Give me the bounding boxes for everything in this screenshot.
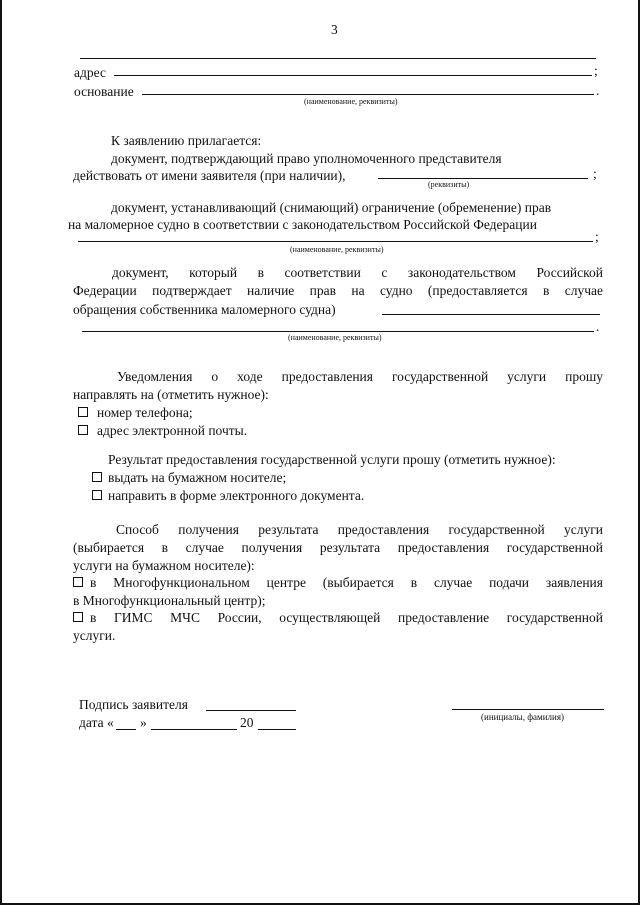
date-day-field[interactable] bbox=[116, 729, 136, 730]
attachment-2-caption: (наименование, реквизиты) bbox=[290, 245, 384, 254]
result-line1: Результат предоставления государственной услуги прошу (отметить нужное): bbox=[108, 452, 556, 467]
attachment-1-caption: (реквизиты) bbox=[428, 180, 470, 189]
attachment-2-end: ; bbox=[595, 229, 599, 244]
attachment-3-field-b[interactable] bbox=[82, 331, 594, 332]
top-blank-line bbox=[80, 58, 596, 59]
method-option-gims-line2: услуги. bbox=[73, 628, 116, 643]
notification-option-phone-label: номер телефона; bbox=[97, 405, 193, 420]
result-option-electronic-label: направить в форме электронного документа. bbox=[108, 488, 365, 503]
attachment-2-line2: на маломерное судно в соответствии с законодательством Российской Федерации bbox=[68, 217, 537, 232]
scan-left-edge bbox=[0, 0, 2, 905]
date-month-field[interactable] bbox=[151, 729, 237, 730]
basis-field[interactable] bbox=[142, 94, 594, 95]
method-line2: (выбирается в случае получения результата предоставления государственной bbox=[73, 540, 603, 555]
address-label: адрес bbox=[74, 65, 106, 80]
method-line1: Способ получения результата предоставления государственной услуги bbox=[116, 522, 603, 537]
mfc-checkbox[interactable] bbox=[73, 577, 83, 587]
basis-end: . bbox=[596, 83, 600, 98]
date-close-quote: » bbox=[140, 715, 147, 730]
attachment-3-caption: (наименование, реквизиты) bbox=[288, 333, 382, 342]
attachment-3-line3: обращения собственника маломерного судна) bbox=[73, 302, 336, 317]
attachment-1-end: ; bbox=[593, 166, 597, 181]
method-option-mfc-line1: в Многофункциональном центре (выбирается в случае подачи заявления bbox=[90, 575, 603, 590]
attachment-1-line1: документ, подтверждающий право уполномоченного представителя bbox=[111, 151, 502, 166]
attachment-3-end: . bbox=[596, 319, 600, 334]
phone-checkbox[interactable] bbox=[78, 407, 88, 417]
notifications-line1: Уведомления о ходе предоставления государственной услуги прошу bbox=[117, 369, 603, 384]
method-option-gims-line1: в ГИМС МЧС России, осуществляющей предоставление государственной bbox=[90, 610, 603, 625]
date-year-prefix: 20 bbox=[240, 715, 254, 730]
page-number: 3 bbox=[331, 22, 338, 37]
basis-caption: (наименование, реквизиты) bbox=[304, 97, 398, 106]
notifications-line2: направлять на (отметить нужное): bbox=[73, 387, 269, 402]
signature-label: Подпись заявителя bbox=[79, 697, 188, 712]
date-label: дата « bbox=[79, 715, 114, 730]
basis-label: основание bbox=[74, 84, 134, 99]
gims-checkbox[interactable] bbox=[73, 612, 83, 622]
result-option-electronic[interactable] bbox=[92, 487, 364, 505]
method-option-mfc-line2: в Многофункциональный центр); bbox=[73, 593, 266, 608]
paper-checkbox[interactable] bbox=[92, 472, 102, 482]
attachment-2-line1: документ, устанавливающий (снимающий) ограничение (обременение) прав bbox=[111, 200, 552, 215]
notification-option-email-label: адрес электронной почты. bbox=[97, 423, 248, 438]
notification-option-email[interactable] bbox=[78, 422, 247, 440]
notification-option-phone[interactable] bbox=[78, 404, 193, 422]
date-year-field[interactable] bbox=[258, 729, 296, 730]
method-line3: услуги на бумажном носителе): bbox=[73, 558, 255, 573]
attachments-heading: К заявлению прилагается: bbox=[111, 133, 262, 148]
email-checkbox[interactable] bbox=[78, 425, 88, 435]
attachment-3-line1: документ, который в соответствии с законодательством Российской bbox=[112, 265, 603, 280]
attachment-3-field-a[interactable] bbox=[382, 314, 600, 315]
method-option-gims[interactable] bbox=[73, 609, 603, 628]
electronic-checkbox[interactable] bbox=[92, 490, 102, 500]
signature-field[interactable] bbox=[206, 710, 296, 711]
attachment-1-field[interactable] bbox=[378, 178, 588, 179]
address-field[interactable] bbox=[114, 75, 592, 76]
attachment-2-field[interactable] bbox=[78, 241, 593, 242]
method-option-mfc[interactable] bbox=[73, 574, 603, 593]
address-end: ; bbox=[594, 63, 598, 78]
attachment-3-line2: Федерации подтверждает наличие прав на судно (предоставляется в случае bbox=[73, 283, 603, 298]
attachment-1-line2: действовать от имени заявителя (при наличии), bbox=[73, 168, 346, 183]
result-option-paper-label: выдать на бумажном носителе; bbox=[108, 470, 287, 485]
initials-field[interactable] bbox=[452, 709, 604, 710]
initials-caption: (инициалы, фамилия) bbox=[481, 712, 564, 722]
result-option-paper[interactable] bbox=[92, 469, 286, 487]
